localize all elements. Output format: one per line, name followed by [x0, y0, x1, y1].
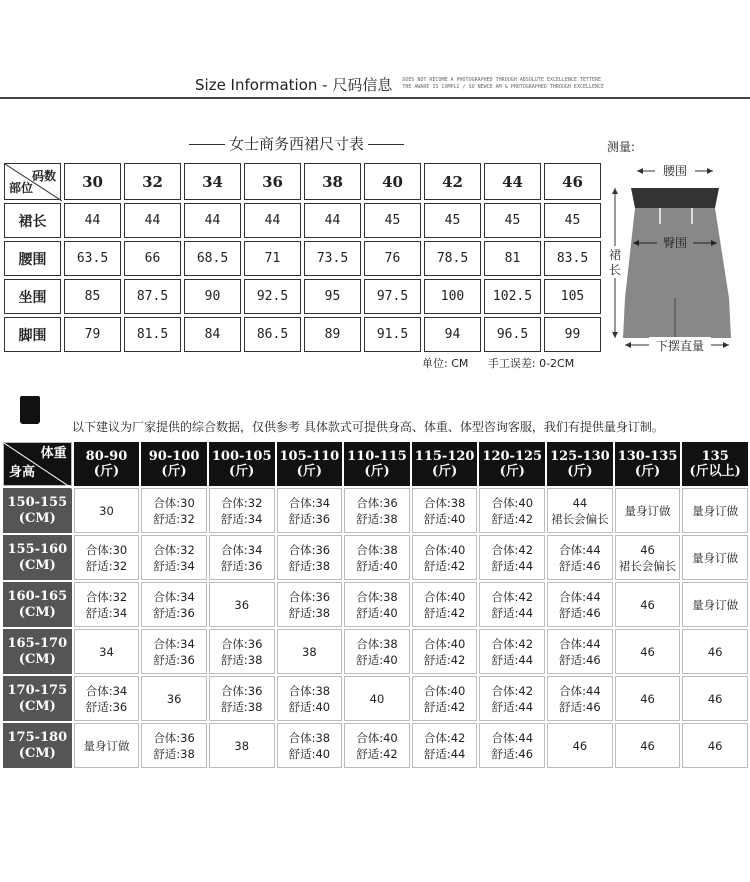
size-row-label: 坐围	[4, 279, 61, 314]
measure-label: 测量:	[607, 140, 636, 154]
recommend-cell: 合体:44 舒适:46	[547, 676, 613, 721]
recommend-cell: 合体:34 舒适:36	[209, 535, 275, 580]
recommend-cell: 46	[682, 723, 748, 768]
size-cell: 84	[184, 317, 241, 352]
recommend-cell: 46	[547, 723, 613, 768]
recommend-cell: 合体:40 舒适:42	[412, 629, 478, 674]
recommend-cell: 合体:44 舒适:46	[547, 582, 613, 627]
recommend-cell: 合体:44 舒适:46	[547, 535, 613, 580]
recommend-cell: 38	[277, 629, 343, 674]
recommend-cell: 合体:38 舒适:40	[277, 676, 343, 721]
length-label-1: 裙	[608, 248, 622, 262]
size-cell: 85	[64, 279, 121, 314]
recommend-cell: 30	[74, 488, 140, 533]
recommend-cell: 40	[344, 676, 410, 721]
recommend-cell: 合体:42 舒适:44	[479, 535, 545, 580]
size-col-header: 44	[484, 163, 541, 200]
recommend-cell: 合体:42 舒适:44	[479, 582, 545, 627]
size-cell: 45	[484, 203, 541, 238]
weight-header: 100-105 (斤)	[209, 442, 275, 486]
size-cell: 73.5	[304, 241, 361, 276]
height-header: 170-175 (CM)	[3, 676, 72, 721]
recommend-cell: 合体:34 舒适:36	[277, 488, 343, 533]
recommend-cell: 46	[615, 676, 681, 721]
hip-label: 臀围	[662, 236, 688, 250]
size-cell: 81	[484, 241, 541, 276]
size-table	[1, 160, 604, 355]
size-cell: 86.5	[244, 317, 301, 352]
size-cell: 83.5	[544, 241, 601, 276]
size-col-header: 46	[544, 163, 601, 200]
recommend-cell: 46	[682, 676, 748, 721]
size-cell: 71	[244, 241, 301, 276]
height-header: 155-160 (CM)	[3, 535, 72, 580]
weight-header: 90-100 (斤)	[141, 442, 207, 486]
size-cell: 87.5	[124, 279, 181, 314]
size-cell: 97.5	[364, 279, 421, 314]
weight-header: 120-125 (斤)	[479, 442, 545, 486]
cropped-top-text	[0, 0, 750, 8]
weight-header: 130-135 (斤)	[615, 442, 681, 486]
weight-header: 115-120 (斤)	[412, 442, 478, 486]
size-cell: 91.5	[364, 317, 421, 352]
weight-header: 125-130 (斤)	[547, 442, 613, 486]
recommend-cell: 合体:34 舒适:36	[74, 676, 140, 721]
recommend-cell: 合体:44 舒适:46	[479, 723, 545, 768]
size-col-header: 36	[244, 163, 301, 200]
header-divider	[0, 97, 750, 99]
recommend-cell: 合体:32 舒适:34	[141, 535, 207, 580]
weight-header: 110-115 (斤)	[344, 442, 410, 486]
units-note	[422, 355, 590, 371]
size-cell: 89	[304, 317, 361, 352]
recommend-cell: 量身订做	[682, 535, 748, 580]
recommend-cell: 合体:36 舒适:38	[141, 723, 207, 768]
size-col-header: 34	[184, 163, 241, 200]
recommend-cell: 量身订做	[615, 488, 681, 533]
recommend-cell: 36	[141, 676, 207, 721]
size-cell: 45	[424, 203, 481, 238]
weight-header: 135 (斤以上)	[682, 442, 748, 486]
weight-header: 105-110 (斤)	[277, 442, 343, 486]
recommend-cell: 合体:38 舒适:40	[277, 723, 343, 768]
size-row-label: 脚围	[4, 317, 61, 352]
size-cell: 81.5	[124, 317, 181, 352]
hem-label: 下摆直量	[655, 339, 705, 353]
recommend-cell: 合体:38 舒适:40	[344, 535, 410, 580]
recommend-cell: 合体:42 舒适:44	[479, 629, 545, 674]
size-cell: 44	[64, 203, 121, 238]
size-cell: 45	[364, 203, 421, 238]
recommend-cell: 46 裙长会偏长	[615, 535, 681, 580]
recommend-cell: 合体:36 舒适:38	[277, 535, 343, 580]
skirt-waistband	[631, 188, 719, 208]
size-cell: 92.5	[244, 279, 301, 314]
size-cell: 66	[124, 241, 181, 276]
recommend-cell: 46	[615, 723, 681, 768]
size-cell: 96.5	[484, 317, 541, 352]
size-cell: 99	[544, 317, 601, 352]
recommend-cell: 合体:38 舒适:40	[344, 582, 410, 627]
size-table-title: 女士商务西裙尺寸表	[185, 133, 408, 154]
size-cell: 90	[184, 279, 241, 314]
recommend-cell: 38	[209, 723, 275, 768]
size-col-header: 30	[64, 163, 121, 200]
size-col-header: 42	[424, 163, 481, 200]
recommend-cell: 合体:44 舒适:46	[547, 629, 613, 674]
recommend-cell: 合体:32 舒适:34	[74, 582, 140, 627]
length-label-2: 长	[608, 263, 622, 277]
recommend-cell: 合体:36 舒适:38	[209, 629, 275, 674]
recommend-cell: 合体:40 舒适:42	[412, 535, 478, 580]
recommend-cell: 46	[682, 629, 748, 674]
unit-label: 单位: CM	[422, 357, 469, 370]
skirt-thumbnail-icon	[20, 396, 40, 424]
section-header	[195, 72, 612, 96]
size-cell: 78.5	[424, 241, 481, 276]
height-header: 150-155 (CM)	[3, 488, 72, 533]
tolerance-label: 手工误差: 0-2CM	[487, 357, 575, 370]
size-cell: 102.5	[484, 279, 541, 314]
skirt-diagram	[605, 158, 745, 358]
recommend-cell: 合体:40 舒适:42	[344, 723, 410, 768]
recommend-cell: 合体:34 舒适:36	[141, 582, 207, 627]
weight-header: 80-90 (斤)	[74, 442, 140, 486]
size-table-corner: 码数 部位	[4, 163, 61, 200]
size-cell: 105	[544, 279, 601, 314]
height-header: 165-170 (CM)	[3, 629, 72, 674]
size-cell: 79	[64, 317, 121, 352]
recommend-corner: 体重 身高	[3, 442, 72, 486]
recommend-cell: 合体:34 舒适:36	[141, 629, 207, 674]
size-cell: 76	[364, 241, 421, 276]
size-row-label: 腰围	[4, 241, 61, 276]
recommend-cell: 合体:36 舒适:38	[277, 582, 343, 627]
recommend-cell: 量身订做	[682, 488, 748, 533]
recommend-cell: 34	[74, 629, 140, 674]
height-header: 175-180 (CM)	[3, 723, 72, 768]
recommend-cell: 46	[615, 582, 681, 627]
recommend-cell: 46	[615, 629, 681, 674]
recommend-cell: 合体:32 舒适:34	[209, 488, 275, 533]
recommend-cell: 合体:40 舒适:42	[412, 582, 478, 627]
size-col-header: 40	[364, 163, 421, 200]
size-row-label: 裙长	[4, 203, 61, 238]
recommend-cell: 合体:40 舒适:42	[412, 676, 478, 721]
recommend-table	[1, 440, 750, 770]
recommend-cell: 44 裙长会偏长	[547, 488, 613, 533]
recommend-cell: 合体:42 舒适:44	[412, 723, 478, 768]
recommend-cell: 36	[209, 582, 275, 627]
recommend-cell: 合体:38 舒适:40	[344, 629, 410, 674]
size-cell: 68.5	[184, 241, 241, 276]
waist-label: 腰围	[662, 164, 688, 178]
size-cell: 95	[304, 279, 361, 314]
recommend-cell: 合体:30 舒适:32	[74, 535, 140, 580]
size-cell: 44	[124, 203, 181, 238]
height-header: 160-165 (CM)	[3, 582, 72, 627]
recommend-cell: 合体:36 舒适:38	[344, 488, 410, 533]
size-cell: 44	[184, 203, 241, 238]
recommend-cell: 合体:36 舒适:38	[209, 676, 275, 721]
size-cell: 94	[424, 317, 481, 352]
recommend-cell: 合体:40 舒适:42	[479, 488, 545, 533]
skirt-body	[623, 208, 731, 338]
recommend-note: 以下建议为厂家提供的综合数据，仅供参考 具体款式可提供身高、体重、体型咨询客服，我们有提供量身订制。	[72, 420, 664, 434]
recommend-cell: 合体:42 舒适:44	[479, 676, 545, 721]
recommend-cell: 量身订做	[682, 582, 748, 627]
recommend-cell: 合体:30 舒适:32	[141, 488, 207, 533]
recommend-cell: 合体:38 舒适:40	[412, 488, 478, 533]
size-col-header: 32	[124, 163, 181, 200]
size-cell: 63.5	[64, 241, 121, 276]
size-col-header: 38	[304, 163, 361, 200]
size-cell: 100	[424, 279, 481, 314]
size-cell: 45	[544, 203, 601, 238]
section-title: Size Information - 尺码信息	[195, 75, 393, 94]
fine-print: DOES NOT RECOME A PHOTOGRAPHED THROUGH ABSOLUTE EXCELLENCE TETTERE THE AWARE IS COMPLI / SO NEWCE AM & PHOTOGRAPHED THROUGH EXCELLENCE	[402, 77, 605, 90]
size-cell: 44	[304, 203, 361, 238]
size-cell: 44	[244, 203, 301, 238]
recommend-cell: 量身订做	[74, 723, 140, 768]
